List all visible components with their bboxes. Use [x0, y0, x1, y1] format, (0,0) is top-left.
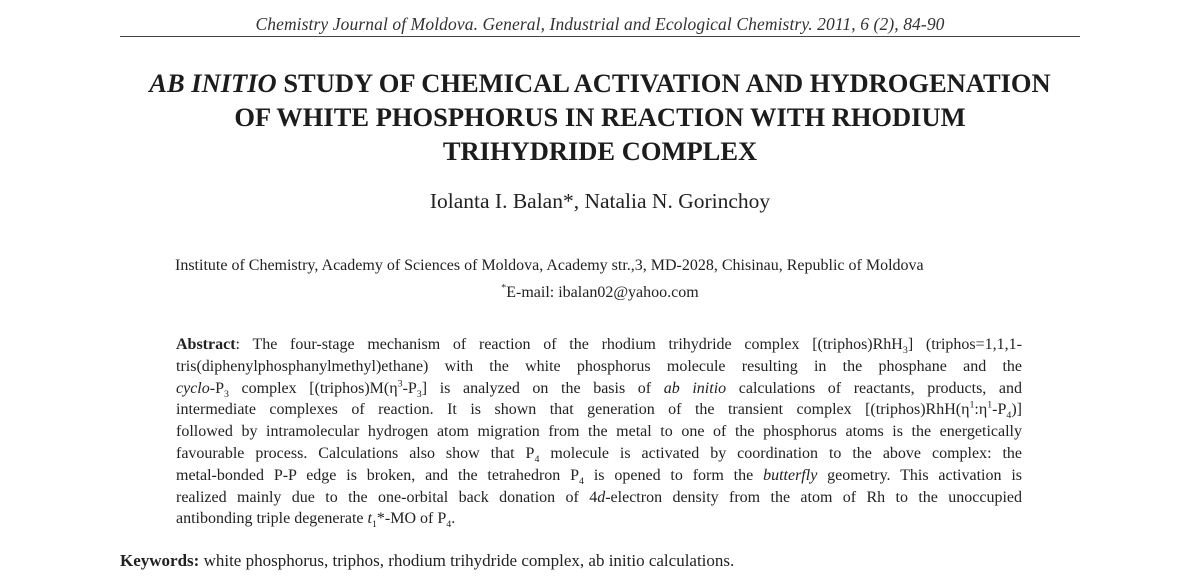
keywords-text: white phosphorus, triphos, rhodium trihydride complex, ab initio calculations.: [199, 551, 735, 570]
abstract-line-6: [176, 443, 1022, 465]
abstract-line-4: [176, 399, 1022, 421]
abstract-text: )]: [1011, 401, 1022, 419]
abstract-text: antibonding triple degenerate: [176, 510, 368, 528]
email-address: ibalan02@yahoo.com: [558, 284, 699, 301]
abstract-text: metal-bonded P-P edge is broken, and the tetrahedron P: [176, 466, 580, 484]
abstract-italic: cyclo: [176, 379, 210, 397]
abstract-text: complex [(triphos)M(η: [228, 379, 398, 397]
abstract-text: geometry. This activation is: [817, 466, 1023, 484]
abstract-text: molecule is activated by coordination to the above complex: the: [539, 444, 1022, 462]
abstract-text: : The four-stage mechanism of reaction of the rhodium trihydride complex [(triphos)RhH: [235, 336, 903, 353]
abstract-text: :η: [974, 401, 988, 419]
title-line-2: OF WHITE PHOSPHORUS IN REACTION WITH RHODIUM: [234, 102, 966, 132]
abstract-text: ] (triphos=1,1,1-: [907, 336, 1022, 353]
paper-title: [110, 66, 1090, 168]
keywords-label: Keywords:: [120, 551, 200, 570]
email-line: [120, 284, 1080, 302]
abstract-italic: d: [597, 488, 606, 506]
abstract-text: calculations of reactants, products, and: [726, 379, 1023, 397]
abstract-text: ] is analyzed on the basis of: [421, 379, 664, 397]
title-line-1: [110, 66, 1090, 100]
subscript: 4: [446, 519, 452, 531]
superscript: 1: [969, 400, 975, 412]
abstract: [176, 334, 1022, 530]
superscript: 3: [397, 378, 403, 390]
abstract-line-1: [176, 334, 1022, 356]
subscript: 3: [416, 388, 422, 400]
subscript: 4: [534, 454, 540, 466]
header-rule: [120, 36, 1080, 37]
abstract-text: favourable process. Calculations also show that P: [176, 444, 535, 462]
abstract-line-8: [176, 487, 1022, 509]
authors: Iolanta I. Balan*, Natalia N. Gorinchoy: [429, 189, 771, 213]
running-head: Chemistry Journal of Moldova. General, Industrial and Ecological Chemistry. 2011, 6 (2), 84-90: [255, 14, 945, 34]
abstract-line-9: [176, 508, 1022, 530]
abstract-text: .: [451, 510, 456, 528]
abstract-line-7: [176, 465, 1022, 487]
title-italic: AB INITIO: [149, 68, 277, 98]
abstract-label: Abstract: [176, 336, 236, 353]
abstract-text: -P: [209, 379, 224, 397]
abstract-text: -P: [402, 379, 417, 397]
subscript: 3: [223, 388, 229, 400]
abstract-text: intermediate complexes of reaction. It is shown that generation of the transient complex [(triphos)RhH(η: [176, 401, 970, 419]
abstract-text: realized mainly due to the one-orbital back donation of 4: [176, 488, 598, 506]
abstract-text: *-MO of P: [376, 510, 447, 528]
institute: Institute of Chemistry, Academy of Sciences of Moldova, Academy str.,3, MD-2028, Chisinau, Republic of Moldova: [175, 257, 924, 274]
subscript: 3: [902, 345, 908, 357]
subscript: 1: [371, 519, 377, 531]
abstract-text: -electron density from the atom of Rh to the unoccupied: [605, 488, 1023, 506]
keywords: [120, 551, 1080, 571]
abstract-line-2: tris(diphenylphosphanylmethyl)ethane) with the white phosphorus molecule resulting in the phosphane and the: [176, 357, 1022, 375]
abstract-line-5: followed by intramolecular hydrogen atom migration from the metal to one of the phosphorus atoms is the energetically: [176, 423, 1022, 441]
abstract-italic: butterfly: [763, 466, 818, 484]
abstract-text: is opened to form the: [583, 466, 764, 484]
abstract-text: -P: [992, 401, 1007, 419]
superscript: 1: [987, 400, 993, 412]
subscript: 4: [579, 475, 584, 487]
title-line-3: TRIHYDRIDE COMPLEX: [442, 136, 758, 166]
abstract-line-3: [176, 378, 1022, 400]
abstract-italic: ab initio: [663, 379, 727, 397]
subscript: 4: [1006, 410, 1012, 422]
abstract-italic: t: [367, 510, 372, 528]
email-marker: *: [501, 282, 507, 294]
title-line-1-rest: STUDY OF CHEMICAL ACTIVATION AND HYDROGENATION: [276, 68, 1051, 98]
email-label: E-mail:: [506, 284, 559, 301]
